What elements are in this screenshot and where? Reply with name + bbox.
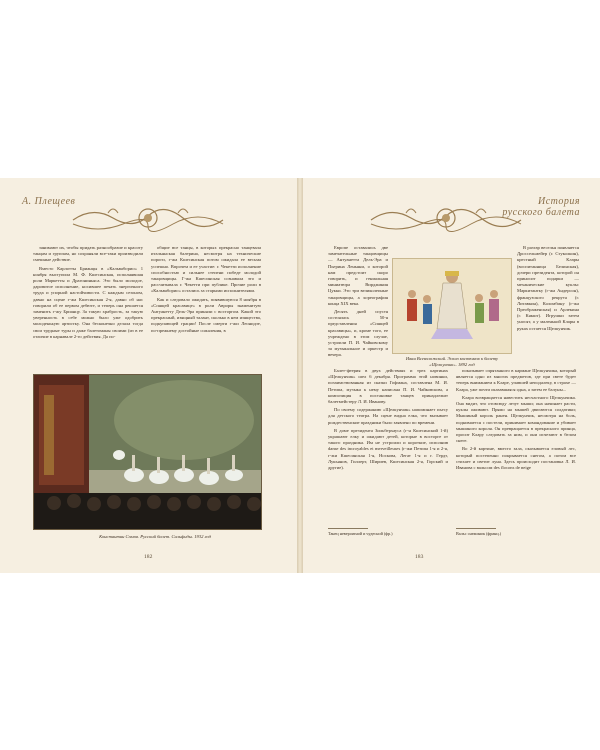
right-column-2 — [456, 368, 576, 473]
paragraph: Европе оставались две замечательные танцовщицы — Антуанетта Дель-Эра и Пьерина Леньяни, о которой нам предстоит скоро говорить, и гениальная миниатюра Вирджиния Цукки. Это три великолепные танцовщицы, а хореография конца XIX века. — [328, 245, 388, 306]
paragraph: По своему содержанию «Щелкунчик» напоминает пьесу для детского театра. На сцене видна елка, что вызывает рождественские праздники было заявлено по времени. — [328, 407, 448, 425]
paragraph: показывает спрятанного в кармане Щелкунчика, который является одно из многих предметов, где при свете будет теперь вниманием к Кларе, упавшей неподалеку, в страхе — Клара, уже почти оказавшаяся одна, а затем ее балуны... — [456, 368, 576, 392]
ornament-headpiece-left — [68, 198, 228, 238]
paragraph: В доме президента Зильберхауса (г-н Кшесинский 1-й) украшают елку и ожидают детей, которые в восторге от такого праздника. Им не устроили и короткие, исполнив danse des incroyables et merveilleuses (г-жи Петипа 1-я и 2-я, г-жи Кшесинская 1-я, Носкова, Легат 1-я и г. Гердт, Лукьянов, Гиллерт, Шириев, Кшесинская 2-я, Горский и другие). — [328, 427, 448, 471]
footnote-rule — [456, 528, 496, 529]
page-number-right: 183 — [415, 554, 424, 560]
right-running-head: История русского балета — [502, 196, 580, 218]
left-running-head: А. Плещеев — [22, 196, 76, 207]
left-column-1 — [33, 245, 143, 342]
costume-sketch — [392, 258, 512, 354]
book-spread — [0, 178, 600, 573]
footnote-rule — [328, 528, 368, 529]
paragraph: Во 2-й картине, вместо зала, оказывается еловый лес, который постепенно покрывается снегом, а потом все стихает и светит луна. Здесь происходит постановка Л. И. Иванова с вальсом des flocons de neige — [456, 446, 576, 471]
footnote-left: Танец невероятной и чудесной (фр.) — [328, 531, 393, 536]
left-page — [0, 178, 297, 573]
right-column-1-top — [328, 245, 388, 361]
paragraph: общие все танцы, в которых прекрасно танцевала итальянская балерина, несмотря на технические пороги, г-жа Кшесинская потом ожидала ее весьма успешно. Впрочем и ее участие: г. Чекетти исполнение способностью и сильнее степени победе молодой танцовщицы. Г-жа Кшесинская сознавала это и рассчитывала г. Чекетти при публике. Прочие роли в «Кальваборио» остались за старыми исполнителями. — [151, 245, 261, 294]
footnote-right: Вальс снежинок (франц.) — [456, 531, 502, 536]
ornament-headpiece-right — [366, 198, 526, 238]
paragraph: Балет-феерия в двух действиях и трех картинах «Щелкунчик» шел 6 декабря. Программа этой новинки, позаимствованная из сказки Гофмана, составлена М. И. Петипа, музыка к нему написана П. И. Чайковским, а композиция в постановке танцев принадлежит балетмейстеру Л. И. Иванову. — [328, 368, 448, 405]
right-page — [303, 178, 600, 573]
left-column-2 — [151, 245, 261, 336]
paragraph: занимают их, чтобы придать разнообразие и красоту танцам и группам, но сохраняли все-таки производили смешные действие. — [33, 245, 143, 263]
sketch-caption: Иван Всеволожский. Эскиз костюмов к балету «Щелкунчик». 1892 год — [405, 356, 499, 367]
paragraph: Как и следовало ожидать, появившуюся 8 ноября в «Спящей красавице» в роли Авроры знаменитую Антуанетту Дель-Эра приняли с восторгом. Какой это прекрасный, изящный талант, сколько в нем изящества, подкупающей грации! После смерти г-жи Леонидзе, по-прежнему достойные сожаления, в — [151, 296, 261, 333]
paragraph: Вместо Карлотты Брианцы в «Кальваборио» 1 ноября выступила М. Ф. Кшесинская, исполнявшая роли Маркетты и Драгониньяса. Это было молодое, даровитое исполнение, носившее печать энергичного труда и упорной настойчивости. С каждым сезоном, давно на сцене г-жа Кшесинская 2-я, давно об нас говорили об ее первом дебюте, и теперь она решается заменить г-жу Брианцу. За такую храбрость, за такую уверенность в себе можно было уже одобрить молоденькую артистку. Она бесконечно делала тогда свои трудные туры и даже балетоманы своими (из в ее отличие в карнавале 2-го действия. Да по- — [33, 265, 143, 339]
right-column-1-bottom — [328, 368, 448, 473]
right-column-3 — [517, 245, 579, 334]
page-number-left: 182 — [144, 554, 153, 560]
paragraph: В разгар веселья появляется Дроссельмейер (г. Стуколкин), крестный Клары (воспитанница Белинская), дочери президента, которой он приносит подарки — механические куклы: Маркитантку (г-жа Андерсон), французского рекрута (г. Литавкин), Коломбину (г-жа Преображенская) и Арлекина (г. Кякшт). Игрушки затем уносят, а у маленькой Клары в руках остается Щелкунчик. — [517, 245, 579, 331]
ballet-painting — [33, 374, 262, 530]
paragraph: Клара возвращается навестить несчастного Щелкунчика. Она видит, что отовсюду лезут мыши; она начинает расти, куклы оживают. Прямо на мышей двигаются солдатики; Мышиный король ранен. Щелкунчик, несмотря на боль, поднимается с постели, принимает командование и убивает мышиного короля. Он превращается в прекрасного принца, просит Клару следовать за ним, и они исчезают в белом снеге. — [456, 394, 576, 444]
paragraph: Десять дней спустя состоялась 50-я представления «Спящей красавицы», и, кроме того, ее учреждено в этом случае, устроили П. И. Чайковскому за музыкальное и оркестр и вечера. — [328, 309, 388, 358]
painting-caption: Константин Сомов. Русский балет. Сильфиды. 1932 год — [99, 534, 211, 539]
